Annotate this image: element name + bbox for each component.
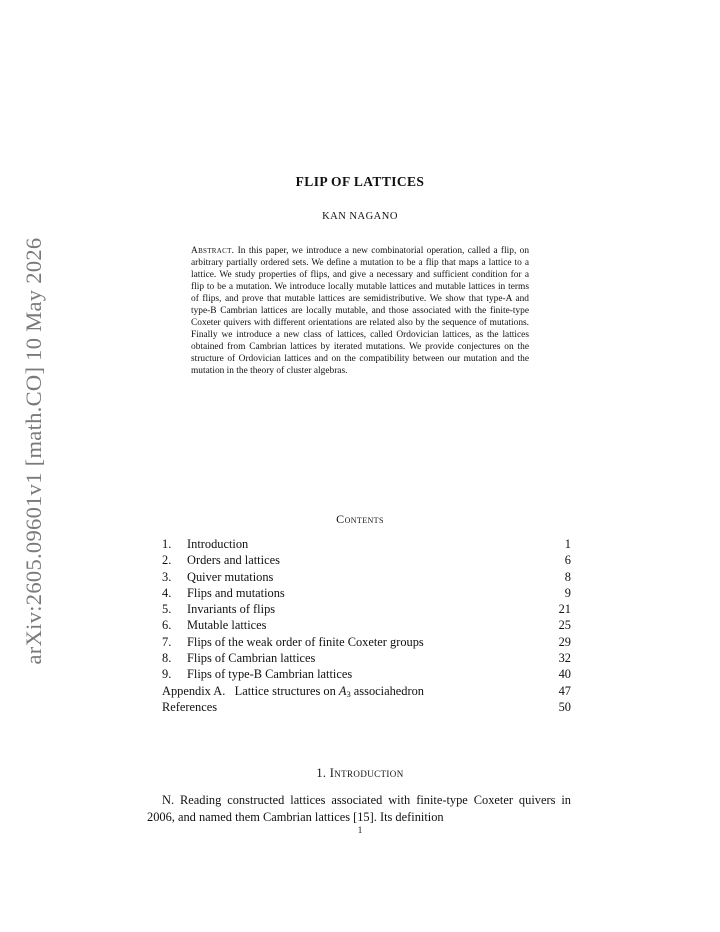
appendix-prefix: Appendix A. xyxy=(162,683,226,698)
toc-entry-title: Orders and lattices xyxy=(187,553,280,568)
toc-entry[interactable] xyxy=(162,651,571,667)
section-heading xyxy=(0,766,720,781)
appendix-math-subscript: 3 xyxy=(346,688,351,699)
toc-entry[interactable] xyxy=(162,618,571,634)
toc-entry-number: 3. xyxy=(162,569,172,584)
toc-entry-number: 9. xyxy=(162,667,172,682)
toc-entry-number: 5. xyxy=(162,602,172,617)
abstract xyxy=(191,245,529,378)
appendix-math-symbol: A xyxy=(338,683,347,698)
toc-entry-number: 1. xyxy=(162,537,172,551)
arxiv-identifier: arXiv:2605.09601v1 [math.CO] 10 May 2026 xyxy=(21,237,46,665)
toc-entry-title: Introduction xyxy=(187,537,249,551)
toc-entry-title: Invariants of flips xyxy=(187,602,276,617)
toc-entry-number: 7. xyxy=(162,634,172,649)
toc-entry-page: 50 xyxy=(558,699,571,714)
paper-title: FLIP OF LATTICES xyxy=(295,174,425,189)
table-of-contents xyxy=(162,537,571,716)
toc-entry-page: 8 xyxy=(564,569,571,584)
section-number: 1. xyxy=(316,766,327,780)
toc-entry-page: 32 xyxy=(558,651,571,666)
toc-entry-title: Flips of Cambrian lattices xyxy=(187,651,316,666)
toc-entry-page: 6 xyxy=(564,553,571,568)
author-name: KAN NAGANO xyxy=(322,211,398,222)
toc-entry[interactable] xyxy=(162,635,571,651)
toc-entry-page: 40 xyxy=(558,667,571,682)
toc-entry-page: 9 xyxy=(564,585,571,600)
toc-entry-page: 1 xyxy=(564,537,571,551)
toc-entry-number: 6. xyxy=(162,618,172,633)
toc-entry-page: 47 xyxy=(558,683,571,698)
toc-entry-title: Flips of the weak order of finite Coxeter groups xyxy=(187,634,424,649)
toc-entry-references[interactable] xyxy=(162,700,571,716)
appendix-title-end: associahedron xyxy=(350,683,424,698)
toc-entry[interactable] xyxy=(162,667,571,683)
abstract-label: Abstract. xyxy=(191,246,235,256)
toc-entry-appendix[interactable] xyxy=(162,684,571,700)
toc-entry-title xyxy=(162,684,547,699)
toc-entry-number: 4. xyxy=(162,585,172,600)
toc-entry-title: Mutable lattices xyxy=(187,618,267,633)
toc-entry[interactable] xyxy=(162,537,571,553)
toc-entry-page: 29 xyxy=(558,634,571,649)
toc-entry-page: 25 xyxy=(558,618,571,633)
toc-entry[interactable] xyxy=(162,586,571,602)
toc-entry-title: Quiver mutations xyxy=(187,569,274,584)
toc-entry[interactable] xyxy=(162,570,571,586)
toc-entry[interactable] xyxy=(162,602,571,618)
toc-entry-page: 21 xyxy=(558,602,571,617)
toc-entry-number: 2. xyxy=(162,553,172,568)
contents-heading: Contents xyxy=(336,512,384,526)
toc-entry-title: Flips and mutations xyxy=(187,585,285,600)
introduction-paragraph: N. Reading constructed lattices associated with finite-type Coxeter quivers in 2006, and named them Cambrian lattices [15]. Its definition xyxy=(147,793,571,824)
toc-entry-title: Flips of type-B Cambrian lattices xyxy=(187,667,353,682)
toc-entry-title: References xyxy=(162,699,218,714)
toc-entry-number: 8. xyxy=(162,651,172,666)
section-title: Introduction xyxy=(329,766,404,780)
appendix-title-start: Lattice structures on xyxy=(234,683,339,698)
page-number: 1 xyxy=(357,825,363,835)
toc-entry[interactable] xyxy=(162,553,571,569)
abstract-text: In this paper, we introduce a new combinatorial operation, called a flip, on arbitrary partially ordered sets. We define a mutation to be a flip that maps a lattice to a lattice. We study properties of flips, and give a necessary and sufficient condition for a flip to be a mutation. We introduce locally mutable lattices and mutable lattices in terms of flips, and prove that mutable lattices are semidistributive. We show that type-A and type-B Cambrian lattices are locally mutable, and those associated with the finite-type Coxeter quivers with different orientations are related also by the sequence of mutations. Finally we introduce a new class of lattices, called Ordovician lattices, as the lattices obtained from Cambrian lattices by iterated mutations. We provide conjectures on the structure of Ordovician lattices and on the compatibility between our mutation and the mutation in the theory of cluster algebras. xyxy=(191,246,530,377)
